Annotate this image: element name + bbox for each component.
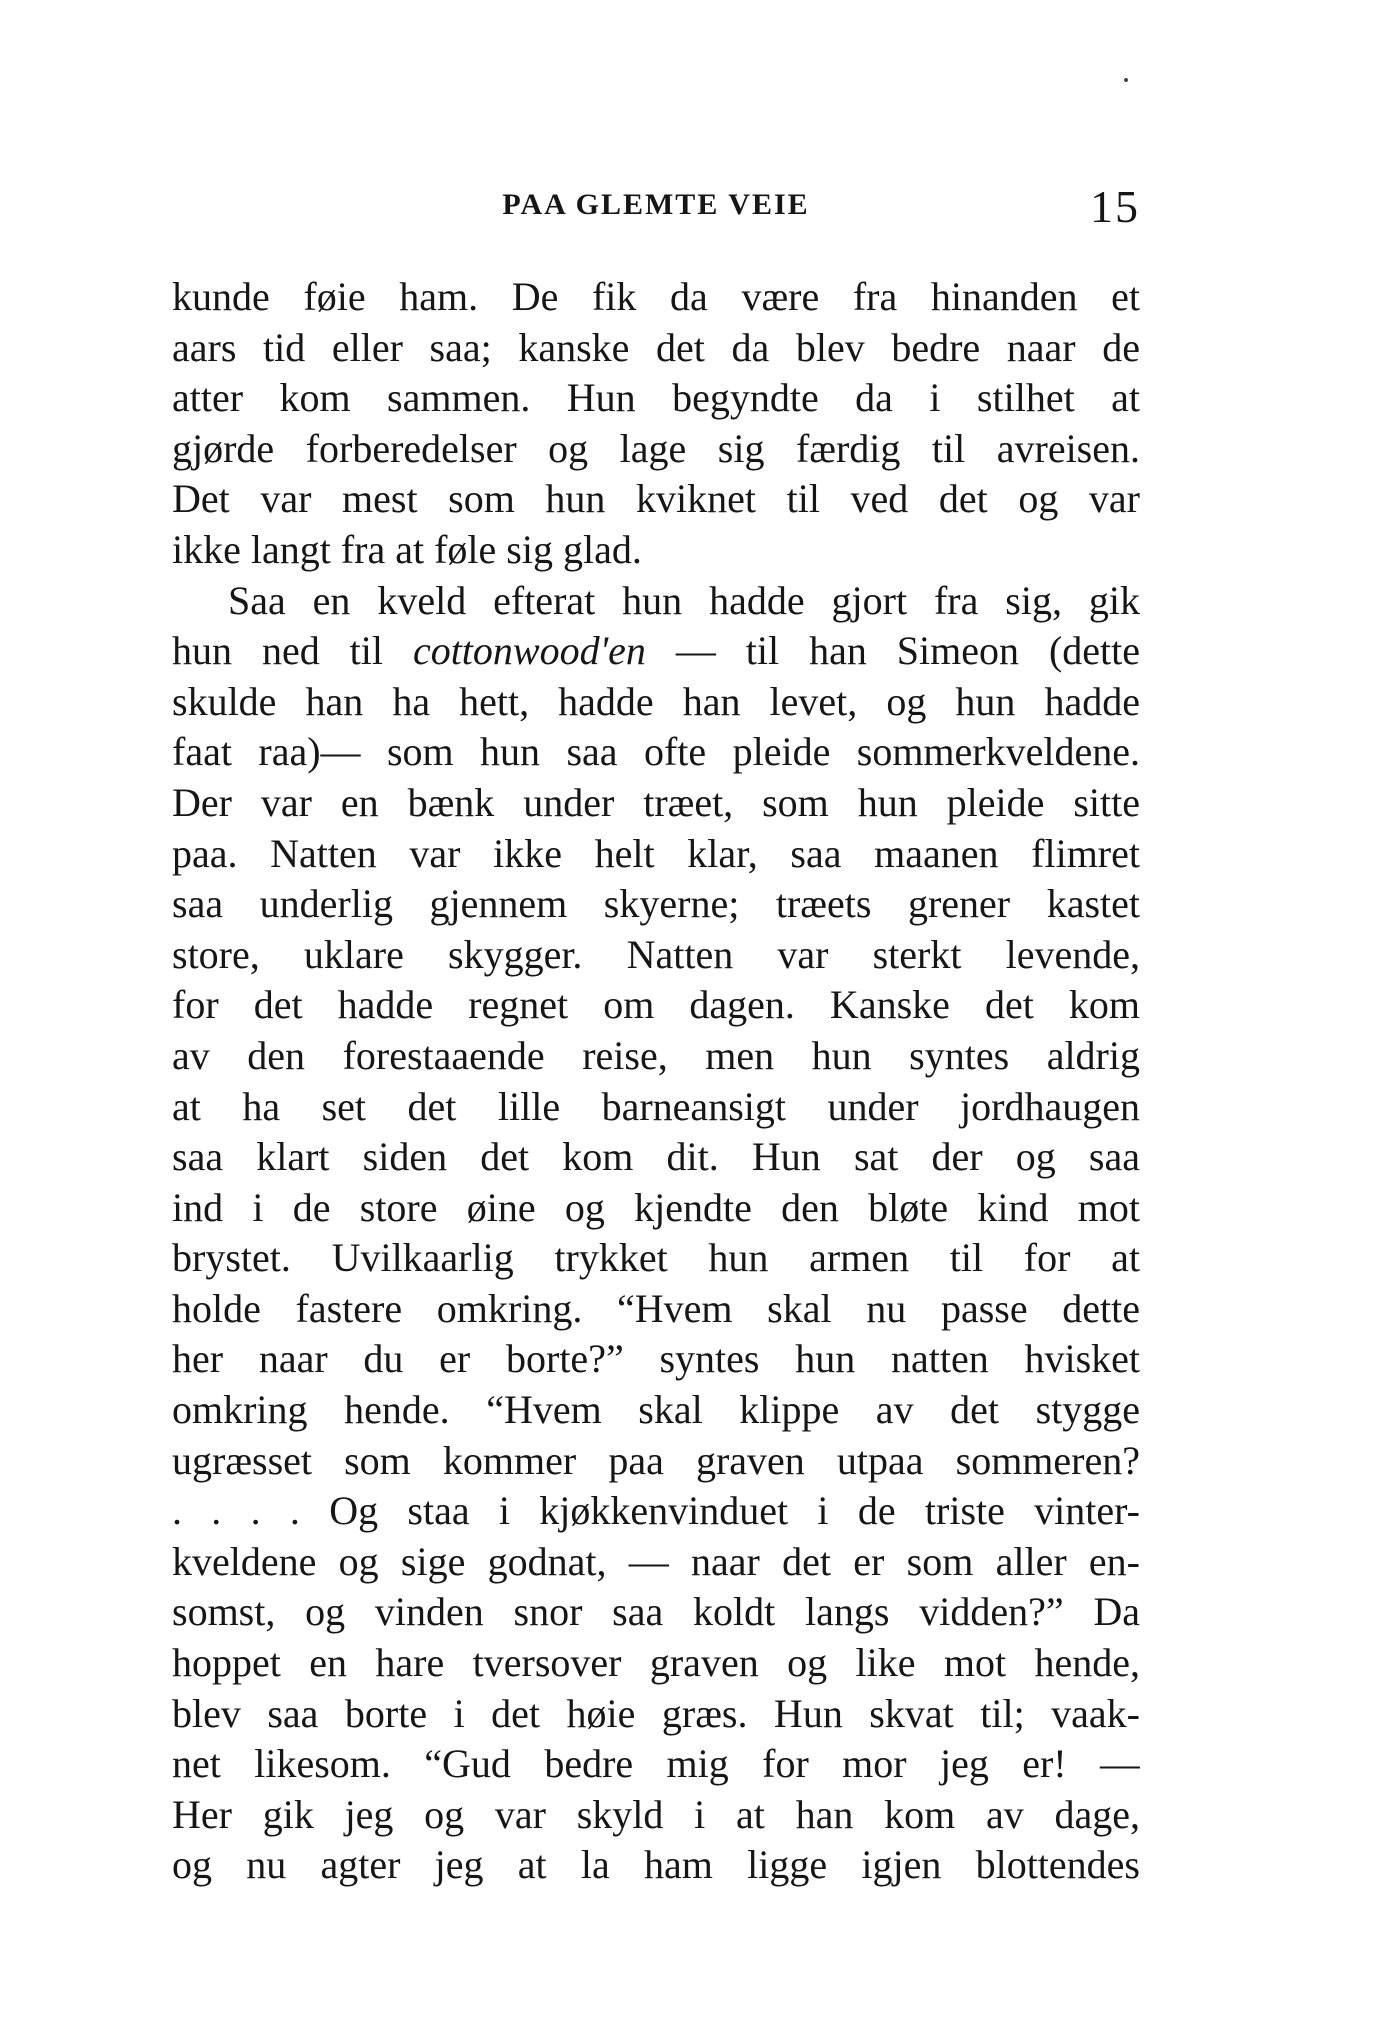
text-line: skulde han ha hett, hadde han levet, og hun hadde bbox=[172, 678, 1140, 724]
text-line: at ha set det lille barneansigt under jordhaugen bbox=[172, 1083, 1140, 1129]
text-line: faat raa)— som hun saa ofte pleide sommerkveldene. bbox=[172, 729, 1140, 775]
page-header bbox=[172, 180, 1140, 240]
page-number: 15 bbox=[1090, 181, 1140, 232]
text-line: store, uklare skygger. Natten var sterkt levende, bbox=[172, 931, 1140, 977]
text-line: net likesom. “Gud bedre mig for mor jeg er! — bbox=[172, 1741, 1140, 1787]
body-text bbox=[172, 272, 1140, 1891]
text-line: kveldene og sige godnat, — naar det er som aller en- bbox=[172, 1538, 1140, 1584]
text-line: Det var mest som hun kviknet til ved det og var bbox=[172, 476, 1140, 522]
text-line: ugræsset som kommer paa graven utpaa sommeren? bbox=[172, 1437, 1140, 1483]
text-line: paa. Natten var ikke helt klar, saa maanen flimret bbox=[172, 830, 1140, 876]
text-line-with-italic bbox=[172, 626, 1140, 677]
italic-word: cottonwood'en bbox=[412, 628, 646, 674]
text-line: Her gik jeg og var skyld i at han kom av dage, bbox=[172, 1791, 1140, 1837]
text-line: atter kom sammen. Hun begyndte da i stilhet at bbox=[172, 375, 1140, 421]
text-line: aars tid eller saa; kanske det da blev bedre naar de bbox=[172, 324, 1140, 370]
text-line: holde fastere omkring. “Hvem skal nu passe dette bbox=[172, 1285, 1140, 1331]
ink-speck bbox=[1124, 78, 1128, 82]
text-line: . . . . Og staa i kjøkkenvinduet i de triste vinter- bbox=[172, 1488, 1140, 1534]
text-line: omkring hende. “Hvem skal klippe av det stygge bbox=[172, 1387, 1140, 1433]
text-line: Der var en bænk under træet, som hun pleide sitte bbox=[172, 779, 1140, 825]
text-line: ind i de store øine og kjendte den bløte kind mot bbox=[172, 1184, 1140, 1230]
text-line: kunde føie ham. De fik da være fra hinanden et bbox=[172, 274, 1140, 319]
text-line: brystet. Uvilkaarlig trykket hun armen til for at bbox=[172, 1235, 1140, 1281]
text-line: somst, og vinden snor saa koldt langs vidden?” Da bbox=[172, 1589, 1140, 1635]
text-line: her naar du er borte?” syntes hun natten hvisket bbox=[172, 1336, 1140, 1382]
text-line: saa klart siden det kom dit. Hun sat der og saa bbox=[172, 1134, 1140, 1180]
text-line: av den forestaaende reise, men hun syntes aldrig bbox=[172, 1032, 1140, 1078]
text-line: blev saa borte i det høie græs. Hun skvat til; vaak- bbox=[172, 1690, 1140, 1736]
text-line: ikke langt fra at føle sig glad. bbox=[172, 526, 642, 572]
text-line: og nu agter jeg at la ham ligge igjen blottendes bbox=[172, 1842, 1140, 1888]
text-line: saa underlig gjennem skyerne; træets grener kastet bbox=[172, 881, 1140, 927]
text-line: for det hadde regnet om dagen. Kanske det kom bbox=[172, 982, 1140, 1028]
text-fragment: hun ned til bbox=[172, 628, 413, 674]
text-fragment: — til han Simeon (dette bbox=[645, 628, 1140, 674]
text-line: gjørde forberedelser og lage sig færdig til avreisen. bbox=[172, 425, 1140, 471]
text-line: hoppet en hare tversover graven og like mot hende, bbox=[172, 1640, 1140, 1686]
running-title: PAA GLEMTE VEIE bbox=[502, 188, 810, 221]
text-line: Saa en kveld efterat hun hadde gjort fra sig, gik bbox=[228, 577, 1140, 623]
